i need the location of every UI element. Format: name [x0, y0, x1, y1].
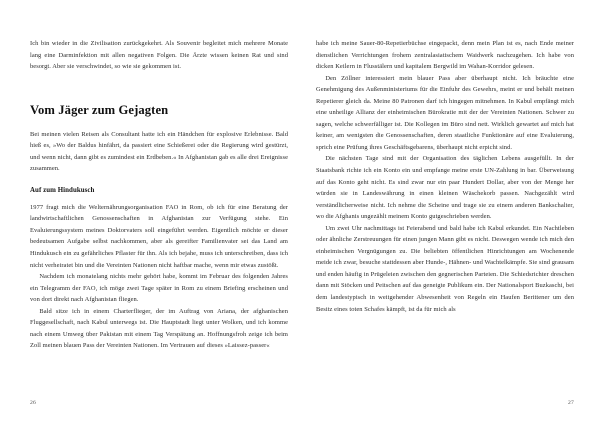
right-page — [300, 0, 600, 445]
paragraph-1: habe ich meine Sauer-80-Repetierbüchse eingepackt, denn mein Plan ist es, nach Ende meiner dienstlichen Verrichtungen frohem zentralasiatischem Waidwerk nachzugehen. Ich habe von dicken Keilern in Flusstälern und kapitalem Bergwild im Wahan-Korridor gelesen. — [316, 40, 574, 71]
spacer-before-chapter-title — [30, 73, 288, 103]
paragraph-4: Bald sitze ich in einem Charterflieger, der im Auftrag von Ariana, der afghanischen Fluggesellschaft, nach Kabul unterwegs ist. Die Hauptstadt liegt unter Wolken, und ich komme nach einem Umweg über Pakistan mit einem Tag Verspätung an. Hoffnungsfroh zeige ich beim Zoll meinen blauen Pass der Vereinten Nationen. Im Vertrauen auf dieses »Laissez-passer« — [30, 307, 288, 350]
chapter-title: Vom Jäger zum Gejagten — [30, 102, 169, 117]
paragraph-1: Bei meinen vielen Reisen als Consultant hatte ich ein Händchen für explosive Erlebnisse. Bald hieß es, »Wo der Baldus hinfährt, da passiert eine Schießerei oder die Regierung wird gestürzt, und wenn nicht, dann gibt es zumindest ein Erdbeben.« In Afghanistan gab es alle drei Ereignisse zusammen. — [30, 130, 288, 173]
paragraph-3: Nachdem ich monatelang nichts mehr gehört habe, kommt im Februar des folgenden Jahres ein Telegramm der FAO, ich möge zwei Tage später in Rom zu einem Briefing erscheinen und von dort direkt nach Afghanistan fliegen. — [30, 273, 288, 304]
left-page-text-column — [30, 38, 288, 352]
section-title: Auf zum Hindukusch — [30, 186, 95, 194]
paragraph-2: 1977 fragt mich die Welternährungsorganisation FAO in Rom, ob ich für eine Beratung der landwirtschaftlichen Genossenschaften in Afghanistan zur Verfügung stehe. Ein Evaluierungssystem meines Doktorvaters soll eingeführt werden. Eigentlich möchte er dieser bedeutsamen Aufgabe selbst nachkommen, aber als gereifter Familienvater sei das Land am Hindukusch ein zu gefährliches Pflaster für ihn. Als ich bejahe, muss ich unterschreiben, dass ich nicht verheiratet bin und die Vereinten Nationen nicht haftbar mache, wenn mir etwas zustößt. — [30, 203, 288, 269]
spacer-after-chapter-title — [30, 117, 288, 129]
spacer-before-section-title — [30, 175, 288, 186]
opening-paragraph: Ich bin wieder in die Zivilisation zurückgekehrt. Als Souvenir begleitet mich mehrere Monate lang eine Darminfektion mit allen negativen Folgen. Die Ärzte wissen keinen Rat und sind besorgt. Aber sie verschwindet, so wie sie gekommen ist. — [30, 40, 288, 71]
paragraph-3: Die nächsten Tage sind mit der Organisation des täglichen Lebens ausgefüllt. In der Staatsbank richte ich ein Konto ein und empfange meine erste UN-Zahlung in bar. Überweisung auf das Konto geht nicht. Es sind zwar nur ein paar Hundert Dollar, aber von der Menge her würden sie in Landeswährung in einen kleinen Wäschekorb passen. Nachgezählt wird verständlicherweise nicht. Ich nehme die Scheine und trage sie zu einem anderen Bankschalter, wo die Afghanis ungezählt meinem Konto gutgeschrieben werden. — [316, 155, 574, 221]
folio-left: 26 — [30, 400, 37, 406]
folio-right: 27 — [567, 400, 574, 406]
paragraph-4: Um zwei Uhr nachmittags ist Feierabend und bald habe ich Kabul erkundet. Ein Nachtleben oder ähnliche Zerstreuungen für einen jungen Mann gibt es nicht. Deswegen wende ich mich den einheimischen Vergnügungen zu. Die beliebten öffentlichen Hinrichtungen am Wochenende meide ich zwar, besuche stattdessen aber Hunde-, Hähnen- und Wachtelkämpfe. Sie sind grausam und enden häufig in Prügeleien zwischen den gegnerischen Parteien. Die Schiedsrichter dreschen dann mit Stöcken und Peitschen auf das geneigte Publikum ein. Der Nationalsport Buzkaschi, bei dem landestypisch in weitgehender Abwesenheit von Regeln ein Haufen Berittener um den Besitz eines toten Schafes kämpft, ist da für mich als — [316, 224, 574, 313]
paragraph-2: Den Zöllner interessiert mein blauer Pass aber überhaupt nicht. Ich bräuchte eine Genehmigung des Außenministeriums für die Einfuhr des Gewehrs, meint er und behält meinen Repetierer gleich da. Meine 80 Patronen darf ich hingegen mitnehmen. In Kabul empfängt mich eine unheilige Allianz der einheimischen Bürokratie mit der der Vereinten Nationen. Schwer zu sagen, welche schwerfälliger ist. Die Kollegen im Büro sind nett. Wirklich gewartet auf mich hat keiner, am wenigsten die Genossenschaften, deren staatliche Funktionäre auf eine Evaluierung, sprich eine Prüfung ihres Geschäftsgebarens, überhaupt nicht erpicht sind. — [316, 74, 574, 151]
right-page-text-column — [316, 38, 574, 315]
